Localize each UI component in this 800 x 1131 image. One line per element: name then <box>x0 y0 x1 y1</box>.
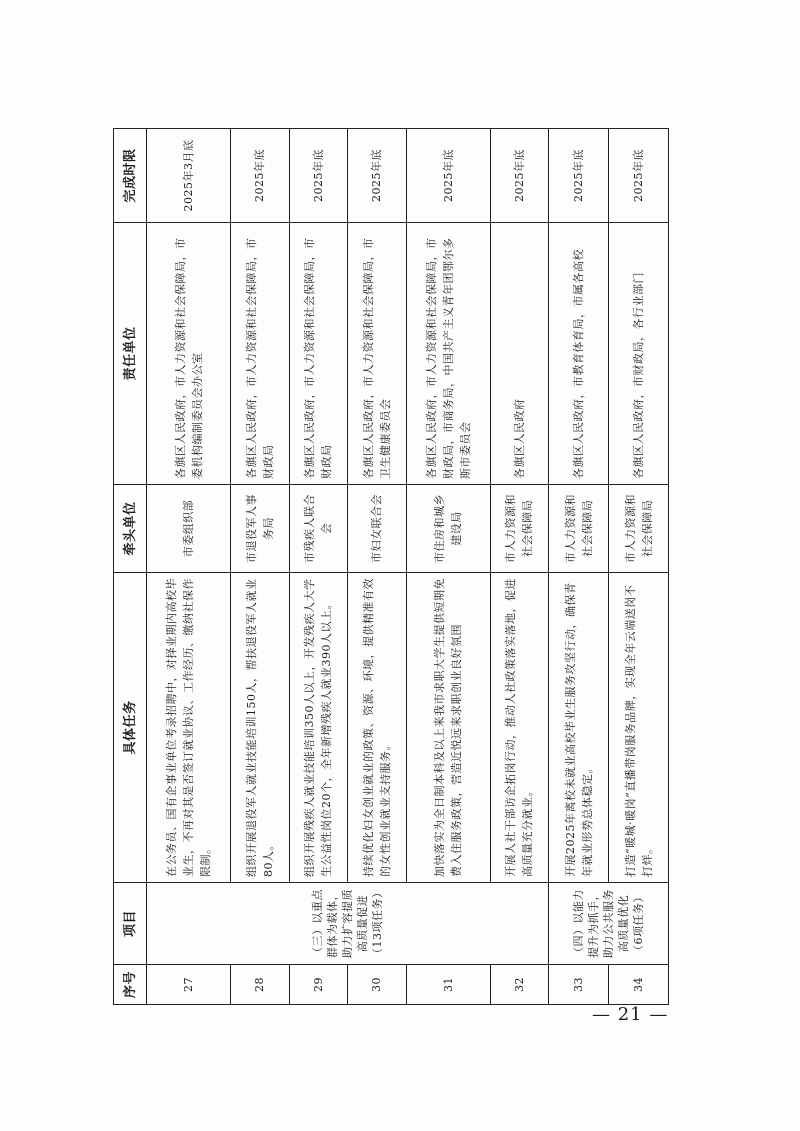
row-seq: 32 <box>490 965 549 1005</box>
header-task: 具体任务 <box>114 573 147 883</box>
table-row <box>406 129 490 1005</box>
row-deadline: 2025年3月底 <box>147 129 231 223</box>
row-deadline: 2025年底 <box>490 129 549 223</box>
row-lead: 市人力资源和社会保障局 <box>490 485 549 573</box>
project-cell-3: （三）以重点群体为载体，助力扩容提质高质量促进（13项任务） <box>147 883 549 965</box>
row-task: 开展2025年离校未就业高校毕业生服务攻坚行动，确保青年就业形势总体稳定。 <box>549 573 609 883</box>
row-seq: 28 <box>231 965 290 1005</box>
row-resp: 各旗区人民政府，市人力资源和社会保障局，市财政局 <box>289 223 348 485</box>
row-resp: 各旗区人民政府，市财政局，各行业部门 <box>609 223 669 485</box>
rotated-table-page <box>113 129 669 1005</box>
row-deadline: 2025年底 <box>549 129 609 223</box>
table-row <box>609 129 669 1005</box>
row-task: 打造“暖城·暖岗”直播带岗服务品牌，实现全年云端送岗不打烊。 <box>609 573 669 883</box>
row-seq: 27 <box>147 965 231 1005</box>
table-row <box>490 129 549 1005</box>
table-row <box>348 129 407 1005</box>
row-deadline: 2025年底 <box>289 129 348 223</box>
row-seq: 29 <box>289 965 348 1005</box>
table-row <box>289 129 348 1005</box>
header-resp: 责任单位 <box>114 223 147 485</box>
row-task: 在公务员、国有企事业单位考录招聘中，对择业期内高校毕业生，不再对其是否签订就业协议、工作经历、缴纳社保作限制。 <box>147 573 231 883</box>
project-cell-4: （四）以能力提升为抓手，助力公共服务高质量优化（6项任务） <box>549 883 669 965</box>
row-lead: 市妇女联合会 <box>348 485 407 573</box>
header-deadline: 完成时限 <box>114 129 147 223</box>
table-row <box>549 129 609 1005</box>
row-lead: 市委组织部 <box>147 485 231 573</box>
row-task: 组织开展退役军人就业技能培训150人，帮扶退役军人就业80人。 <box>231 573 290 883</box>
header-seq: 序号 <box>114 965 147 1005</box>
row-seq: 30 <box>348 965 407 1005</box>
row-resp: 各旗区人民政府，市教育体育局，市属各高校 <box>549 223 609 485</box>
row-seq: 33 <box>549 965 609 1005</box>
page-number: — 21 — <box>592 1004 669 1025</box>
header-lead: 牵头单位 <box>114 485 147 573</box>
table-header-row <box>114 129 147 1005</box>
row-resp: 各旗区人民政府 <box>490 223 549 485</box>
row-lead: 市住房和城乡建设局 <box>406 485 490 573</box>
row-lead: 市人力资源和社会保障局 <box>549 485 609 573</box>
row-deadline: 2025年底 <box>348 129 407 223</box>
row-task: 组织开展残疾人就业技能培训350人以上，开发残疾人大学生公益性岗位20个，全年新增残疾人就业390人以上。 <box>289 573 348 883</box>
row-resp: 各旗区人民政府，市人力资源和社会保障局，市财政局 <box>231 223 290 485</box>
row-resp: 各旗区人民政府，市人力资源和社会保障局，市卫生健康委员会 <box>348 223 407 485</box>
row-resp: 各旗区人民政府，市人力资源和社会保障局，市财政局，市商务局，中国共产主义青年团鄂尔多斯市委员会 <box>406 223 490 485</box>
row-lead: 市人力资源和社会保障局 <box>609 485 669 573</box>
row-seq: 31 <box>406 965 490 1005</box>
row-lead: 市退役军人事务局 <box>231 485 290 573</box>
table-row <box>231 129 290 1005</box>
table-row <box>147 129 231 1005</box>
row-task: 加快落实为全日制本科及以上来我市求职大学生提供短期免费入住服务政策，营造近悦远来求职创业良好氛围 <box>406 573 490 883</box>
row-lead: 市残疾人联合会 <box>289 485 348 573</box>
row-resp: 各旗区人民政府，市人力资源和社会保障局，市委机构编制委员会办公室 <box>147 223 231 485</box>
header-project: 项目 <box>114 883 147 965</box>
row-task: 持续优化妇女创业就业的政策、资源、环境，提供精准有效的女性创业就业支持服务。 <box>348 573 407 883</box>
row-task: 开展人社干部访企拓岗行动，推动人社政策落实落地，促进高质量充分就业。 <box>490 573 549 883</box>
row-deadline: 2025年底 <box>609 129 669 223</box>
task-table <box>113 128 669 1005</box>
row-seq: 34 <box>609 965 669 1005</box>
row-deadline: 2025年底 <box>406 129 490 223</box>
row-deadline: 2025年底 <box>231 129 290 223</box>
